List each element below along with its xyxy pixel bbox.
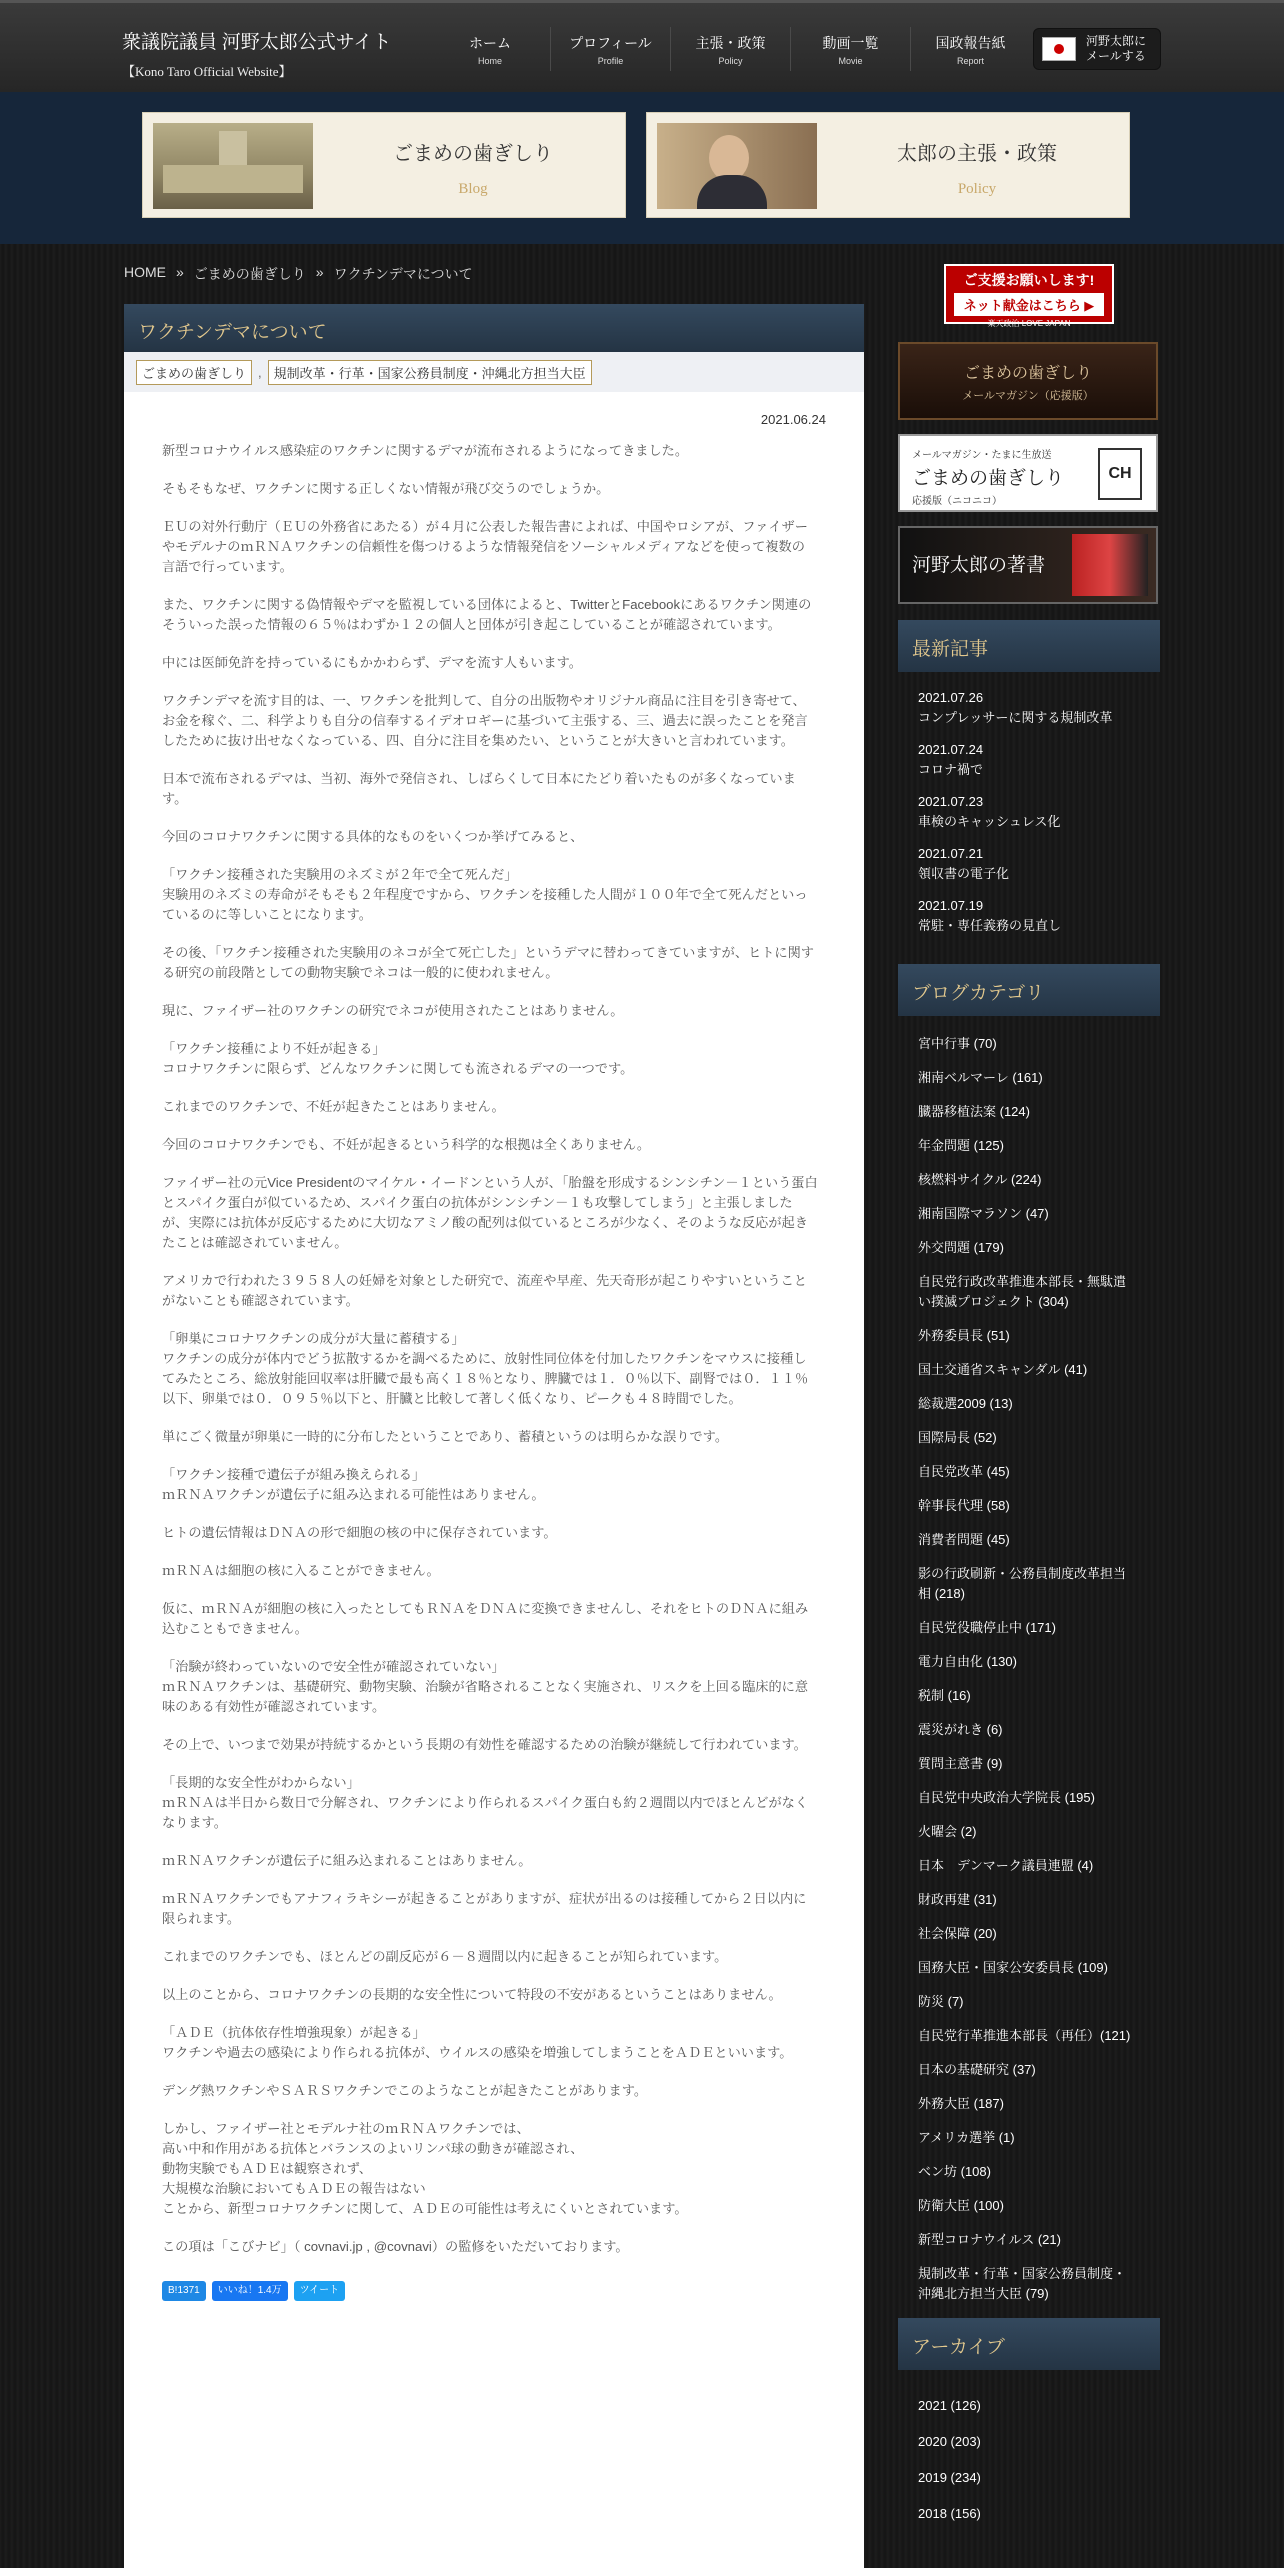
- article-paragraph: 現に、ファイザー社のワクチンの研究でネコが使用されたことはありません。: [162, 1003, 624, 1018]
- article-paragraph: ファイザー社の元Vice Presidentのマイケル・イードンという人が、「胎盤を形成するシンシチン－１という蛋白とスパイク蛋白が似ているため、スパイク蛋白の抗体がシンシチン－１も攻撃してしまう」と主張しましたが、実際には抗体が反応するために大切なアミノ酸の配列は似ているところが少なく、そのような反応が起きたことは確認されていません。: [162, 1175, 818, 1250]
- article-paragraph: 「ワクチン接種で遺伝子が組み換えられる」 ｍＲＮＡワクチンが遺伝子に組み込まれる可能性はありません。: [162, 1467, 545, 1502]
- share-buttons: [124, 2275, 864, 2301]
- category-link[interactable]: 防災 (7): [918, 1994, 964, 2009]
- article-paragraph: これまでのワクチンで、不妊が起きたことはありません。: [162, 1099, 505, 1114]
- article-title: ワクチンデマについて: [124, 304, 864, 352]
- nav-profile[interactable]: プロフィール Profile: [550, 27, 670, 71]
- category-link[interactable]: 税制 (16): [918, 1688, 971, 1703]
- article-paragraph: ｍＲＮＡは細胞の核に入ることができません。: [162, 1563, 440, 1578]
- nav-policy[interactable]: 主張・政策 Policy: [670, 27, 790, 71]
- recent-post-title: 車検のキャッシュレス化: [918, 814, 1061, 829]
- recent-post-date: 2021.07.26: [918, 690, 984, 705]
- niconico-banner[interactable]: メールマガジン・たまに生放送 ごまめの歯ぎしり 応援版（ニコニコ） CH: [898, 434, 1158, 512]
- recent-post-date: 2021.07.24: [918, 742, 984, 757]
- category-link[interactable]: 総裁選2009 (13): [918, 1396, 1013, 1411]
- article-paragraph: 「治験が終わっていないので安全性が確認されていない」 ｍＲＮＡワクチンは、基礎研究、動物実験、治験が省略されることなく実施され、リスクを上回る臨床的に意味のある有効性が確認されています。: [162, 1659, 809, 1714]
- article-tags: [124, 352, 864, 392]
- article-paragraph: ワクチンデマを流す目的は、一、ワクチンを批判して、自分の出版物やオリジナル商品に注目を引き寄せて、お金を稼ぐ、二、科学よりも自分の信奉するイデオロギーに基づいて主張する、三、過去に誤ったことを発言したために抜け出せなくなっている、四、自分に注目を集めたい、ということが大きいと言われています。: [162, 693, 808, 748]
- article-paragraph: 単にごく微量が卵巣に一時的に分布したということであり、蓄積というのは明らかな誤りです。: [162, 1429, 729, 1444]
- category-link[interactable]: 規制改革・行革・国家公務員制度・沖縄北方担当大臣 (79): [918, 2266, 1127, 2301]
- category-link[interactable]: 財政再建 (31): [918, 1892, 997, 1907]
- mailmag-banner[interactable]: ごまめの歯ぎしり メールマガジン（応援版）: [898, 342, 1158, 420]
- category-link[interactable]: 防衛大臣 (100): [918, 2198, 1004, 2213]
- donate-banner[interactable]: ご支援お願いします! ネット献金はこちら ▶ 楽天政治 LOVE JAPAN: [944, 264, 1114, 324]
- category-link[interactable]: 国務大臣・国家公安委員長 (109): [918, 1960, 1108, 1975]
- breadcrumb-sep: »: [176, 264, 184, 280]
- category-link[interactable]: 日本の基礎研究 (37): [918, 2062, 1036, 2077]
- tweet-button[interactable]: ツイート: [294, 2281, 346, 2301]
- recent-post-date: 2021.07.21: [918, 846, 984, 861]
- article-paragraph: 「卵巣にコロナワクチンの成分が大量に蓄積する」 ワクチンの成分が体内でどう拡散するかを調べるために、放射性同位体を付加したワクチンをマウスに接種してみたところ、総放射能回収率は肝臓で最も高く１８％となり、脾臓では１．０％以下、副腎では０．１１％以下、卵巣では０．０９５％以下と、肝臓と比較して著しく低くなり、ピークも４８時間でした。: [162, 1331, 809, 1406]
- category-link[interactable]: 核燃料サイクル (224): [918, 1172, 1042, 1187]
- article-paragraph: 「ＡＤＥ（抗体依存性増強現象）が起きる」 ワクチンや過去の感染により作られる抗体が、ウイルスの感染を増強してしまうことをＡＤＥといいます。: [162, 2025, 793, 2060]
- category-link[interactable]: 影の行政刷新・公務員制度改革担当相 (218): [918, 1566, 1127, 1601]
- article-paragraph: 「長期的な安全性がわからない」 ｍＲＮＡは半日から数日で分解され、ワクチンにより作られるスパイク蛋白も約２週間以内でほとんどがなくなります。: [162, 1775, 809, 1830]
- article-date: 2021.06.24: [760, 412, 826, 427]
- category-link[interactable]: 外務委員長 (51): [918, 1328, 1010, 1343]
- article-paragraph: また、ワクチンに関する偽情報やデマを監視している団体によると、TwitterとFacebookにあるワクチン関連のそういった誤った情報の６５％はわずか１２の個人と団体が引き起こしていることが確認されています。: [162, 597, 812, 632]
- site-header: [0, 0, 1284, 92]
- category-link[interactable]: ベン坊 (108): [918, 2164, 991, 2179]
- mail-button-label: 河野太郎に メールする: [1086, 34, 1147, 63]
- article-paragraph: ｍＲＮＡワクチンが遺伝子に組み込まれることはありません。: [162, 1853, 532, 1868]
- breadcrumb-category[interactable]: ごまめの歯ぎしり: [193, 266, 306, 282]
- article-paragraph: 今回のコロナワクチンでも、不妊が起きるという科学的な根拠は全くありません。: [162, 1137, 651, 1152]
- category-list: [898, 1016, 1160, 2304]
- category-link[interactable]: 社会保障 (20): [918, 1926, 997, 1941]
- article-body: [124, 427, 864, 2257]
- recent-post-link[interactable]: [918, 792, 1160, 832]
- policy-banner[interactable]: [646, 112, 1130, 218]
- article-paragraph: 以上のことから、コロナワクチンの長期的な安全性について特段の不安があるということはありません。: [162, 1987, 782, 2002]
- archive-link[interactable]: 2020 (203): [918, 2434, 981, 2449]
- category-link[interactable]: 質問主意書 (9): [918, 1756, 1003, 1771]
- category-link[interactable]: 自民党行革推進本部長（再任）(121): [918, 2028, 1131, 2043]
- article: [124, 304, 864, 2568]
- category-link[interactable]: アメリカ選挙 (1): [918, 2130, 1015, 2145]
- site-title[interactable]: 衆議院議員 河野太郎公式サイト: [122, 32, 392, 53]
- article-paragraph: 日本で流布されるデマは、当初、海外で発信され、しばらくして日本にたどり着いたものが多くなっています。: [162, 771, 796, 806]
- recent-post-date: 2021.07.19: [918, 898, 984, 913]
- recent-post-link[interactable]: [918, 688, 1160, 728]
- article-paragraph: デング熱ワクチンやＳＡＲＳワクチンでこのようなことが起きたことがあります。: [162, 2083, 648, 2098]
- recent-heading: 最新記事: [898, 620, 1160, 672]
- channel-icon: CH: [1098, 448, 1142, 500]
- policy-banner-sub: Policy: [957, 181, 997, 197]
- category-link[interactable]: 自民党改革 (45): [918, 1464, 1010, 1479]
- archive-link[interactable]: 2021 (126): [918, 2398, 981, 2413]
- category-heading: ブログカテゴリ: [898, 964, 1160, 1016]
- recent-post-title: コンプレッサーに関する規制改革: [918, 710, 1113, 725]
- article-paragraph: 今回のコロナワクチンに関する具体的なものをいくつか挙げてみると、: [162, 829, 584, 844]
- category-link[interactable]: 自民党中央政治大学院長 (195): [918, 1790, 1095, 1805]
- japan-flag-icon: [1042, 37, 1076, 61]
- blog-banner-title: ごまめの歯ぎしり: [393, 143, 553, 165]
- category-link[interactable]: 臓器移植法案 (124): [918, 1104, 1030, 1119]
- category-link[interactable]: 消費者問題 (45): [918, 1532, 1010, 1547]
- article-paragraph: この項は「こびナビ」（ covnavi.jp , @covnavi）の監修をいただいております。: [162, 2239, 629, 2254]
- category-link[interactable]: 湘南ベルマーレ (161): [918, 1070, 1043, 1085]
- category-link[interactable]: 電力自由化 (130): [918, 1654, 1017, 1669]
- article-paragraph: ｍＲＮＡワクチンでもアナフィラキシーが起きることがありますが、症状が出るのは接種してから２日以内に限られます。: [162, 1891, 807, 1926]
- book-cover-image: [1072, 534, 1148, 596]
- recent-post-link[interactable]: [918, 740, 1160, 780]
- policy-banner-title: 太郎の主張・政策: [897, 143, 1057, 165]
- category-link[interactable]: 震災がれき (6): [918, 1722, 1003, 1737]
- article-paragraph: ＥＵの対外行動庁（ＥＵの外務省にあたる）が４月に公表した報告書によれば、中国やロシアが、ファイザーやモデルナのｍＲＮＡワクチンの信頼性を傷つけるような情報発信をソーシャルメディアなどを使って複数の言語で行っています。: [162, 519, 808, 574]
- article-paragraph: 新型コロナウイルス感染症のワクチンに関するデマが流布されるようになってきました。: [162, 443, 689, 458]
- tag-link[interactable]: ごまめの歯ぎしり: [136, 360, 252, 385]
- category-link[interactable]: 自民党役職停止中 (171): [918, 1620, 1056, 1635]
- portrait-image: [657, 123, 817, 209]
- nav-movie[interactable]: 動画一覧 Movie: [790, 27, 910, 71]
- blog-banner-sub: Blog: [458, 181, 488, 197]
- category-link[interactable]: 日本 デンマーク議員連盟 (4): [918, 1858, 1094, 1873]
- recent-list: [898, 672, 1160, 936]
- site-subtitle: 【Kono Taro Official Website】: [122, 64, 292, 79]
- books-banner[interactable]: 河野太郎の著書: [898, 526, 1158, 604]
- category-link[interactable]: 外務大臣 (187): [918, 2096, 1004, 2111]
- article-paragraph: これまでのワクチンでも、ほとんどの副反応が６－８週間以内に起きることが知られています。: [162, 1949, 728, 1964]
- article-paragraph: ヒトの遺伝情報はＤＮＡの形で細胞の核の中に保存されています。: [162, 1525, 557, 1540]
- archive-link[interactable]: 2019 (234): [918, 2470, 981, 2485]
- hatena-bookmark-button[interactable]: B!1371: [162, 2281, 206, 2301]
- recent-post-date: 2021.07.23: [918, 794, 984, 809]
- archive-link[interactable]: 2018 (156): [918, 2506, 981, 2521]
- mail-button[interactable]: [1033, 28, 1161, 70]
- article-paragraph: しかし、ファイザー社とモデルナ社のｍＲＮＡワクチンでは、 高い中和作用がある抗体とバランスのよいリンパ球の動きが確認され、 動物実験でもＡＤＥは観察されず、 大規模な治験においてもＡＤＥの報告はない ことから、新型コロナワクチンに関して、ＡＤＥの可能性は考えにくいとされています。: [162, 2121, 688, 2216]
- article-paragraph: 仮に、ｍＲＮＡが細胞の核に入ったとしてもＲＮＡをＤＮＡに変換できませんし、それをヒトのＤＮＡに組み込むこともできません。: [162, 1601, 809, 1636]
- category-link[interactable]: 火曜会 (2): [918, 1824, 977, 1839]
- article-paragraph: 「ワクチン接種により不妊が起きる」 コロナワクチンに限らず、どんなワクチンに関しても流されるデマの一つです。: [162, 1041, 634, 1076]
- archive-list: [898, 2370, 1160, 2524]
- category-link[interactable]: 国際局長 (52): [918, 1430, 997, 1445]
- category-link[interactable]: 自民党行政改革推進本部長・無駄遣い撲滅プロジェクト (304): [918, 1274, 1127, 1309]
- recent-post-link[interactable]: [918, 896, 1160, 936]
- category-link[interactable]: 国土交通省スキャンダル (41): [918, 1362, 1088, 1377]
- breadcrumb-home[interactable]: HOME: [124, 264, 166, 280]
- nav-home[interactable]: ホーム Home: [469, 35, 511, 66]
- tag-separator: ,: [258, 364, 262, 380]
- breadcrumb-sep: »: [315, 264, 324, 280]
- blog-banner[interactable]: [142, 112, 626, 218]
- article-paragraph: その後、「ワクチン接種された実験用のネコが全て死亡した」というデマに替わってきていますが、ヒトに関する研究の前段階としての動物実験でネコは一般的に使われません。: [162, 945, 814, 980]
- breadcrumb-current: ワクチンデマについて: [333, 266, 473, 282]
- sidebar: [898, 264, 1160, 2540]
- recent-post-link[interactable]: [918, 844, 1160, 884]
- category-link[interactable]: 外交問題 (179): [918, 1240, 1004, 1255]
- main-nav: [430, 27, 1030, 71]
- article-paragraph: 「ワクチン接種された実験用のネズミが２年で全て死んだ」 実験用のネズミの寿命がそもそも２年程度ですから、ワクチンを接種した人間が１００年で全て死んだといっているのに等しいことになります。: [162, 867, 808, 922]
- recent-post-title: コロナ禍で: [918, 762, 984, 777]
- facebook-like-button[interactable]: いいね！1.4万: [212, 2281, 288, 2301]
- archive-heading: アーカイブ: [898, 2318, 1160, 2370]
- tag-link[interactable]: 規制改革・行革・国家公務員制度・沖縄北方担当大臣: [268, 360, 592, 385]
- category-link[interactable]: 年金問題 (125): [918, 1138, 1004, 1153]
- category-link[interactable]: 宮中行事 (70): [918, 1036, 997, 1051]
- article-paragraph: アメリカで行われた３９５８人の妊婦を対象とした研究で、流産や早産、先天奇形が起こりやすいということがないことも確認されています。: [162, 1273, 807, 1308]
- diet-building-image: [153, 123, 313, 209]
- category-link[interactable]: 湘南国際マラソン (47): [918, 1206, 1049, 1221]
- recent-post-title: 常駐・専任義務の見直し: [918, 918, 1062, 933]
- article-paragraph: そもそもなぜ、ワクチンに関する正しくない情報が飛び交うのでしょうか。: [162, 481, 610, 496]
- article-paragraph: その上で、いつまで効果が持続するかという長期の有効性を確認するための治験が継続して行われています。: [162, 1737, 807, 1752]
- category-link[interactable]: 幹事長代理 (58): [918, 1498, 1010, 1513]
- recent-post-title: 領収書の電子化: [918, 866, 1010, 881]
- nav-report[interactable]: 国政報告紙 Report: [910, 27, 1030, 71]
- top-banner: [0, 92, 1284, 244]
- article-paragraph: 中には医師免許を持っているにもかかわらず、デマを流す人もいます。: [162, 655, 582, 670]
- breadcrumb: [124, 264, 473, 284]
- category-link[interactable]: 新型コロナウイルス (21): [918, 2232, 1061, 2247]
